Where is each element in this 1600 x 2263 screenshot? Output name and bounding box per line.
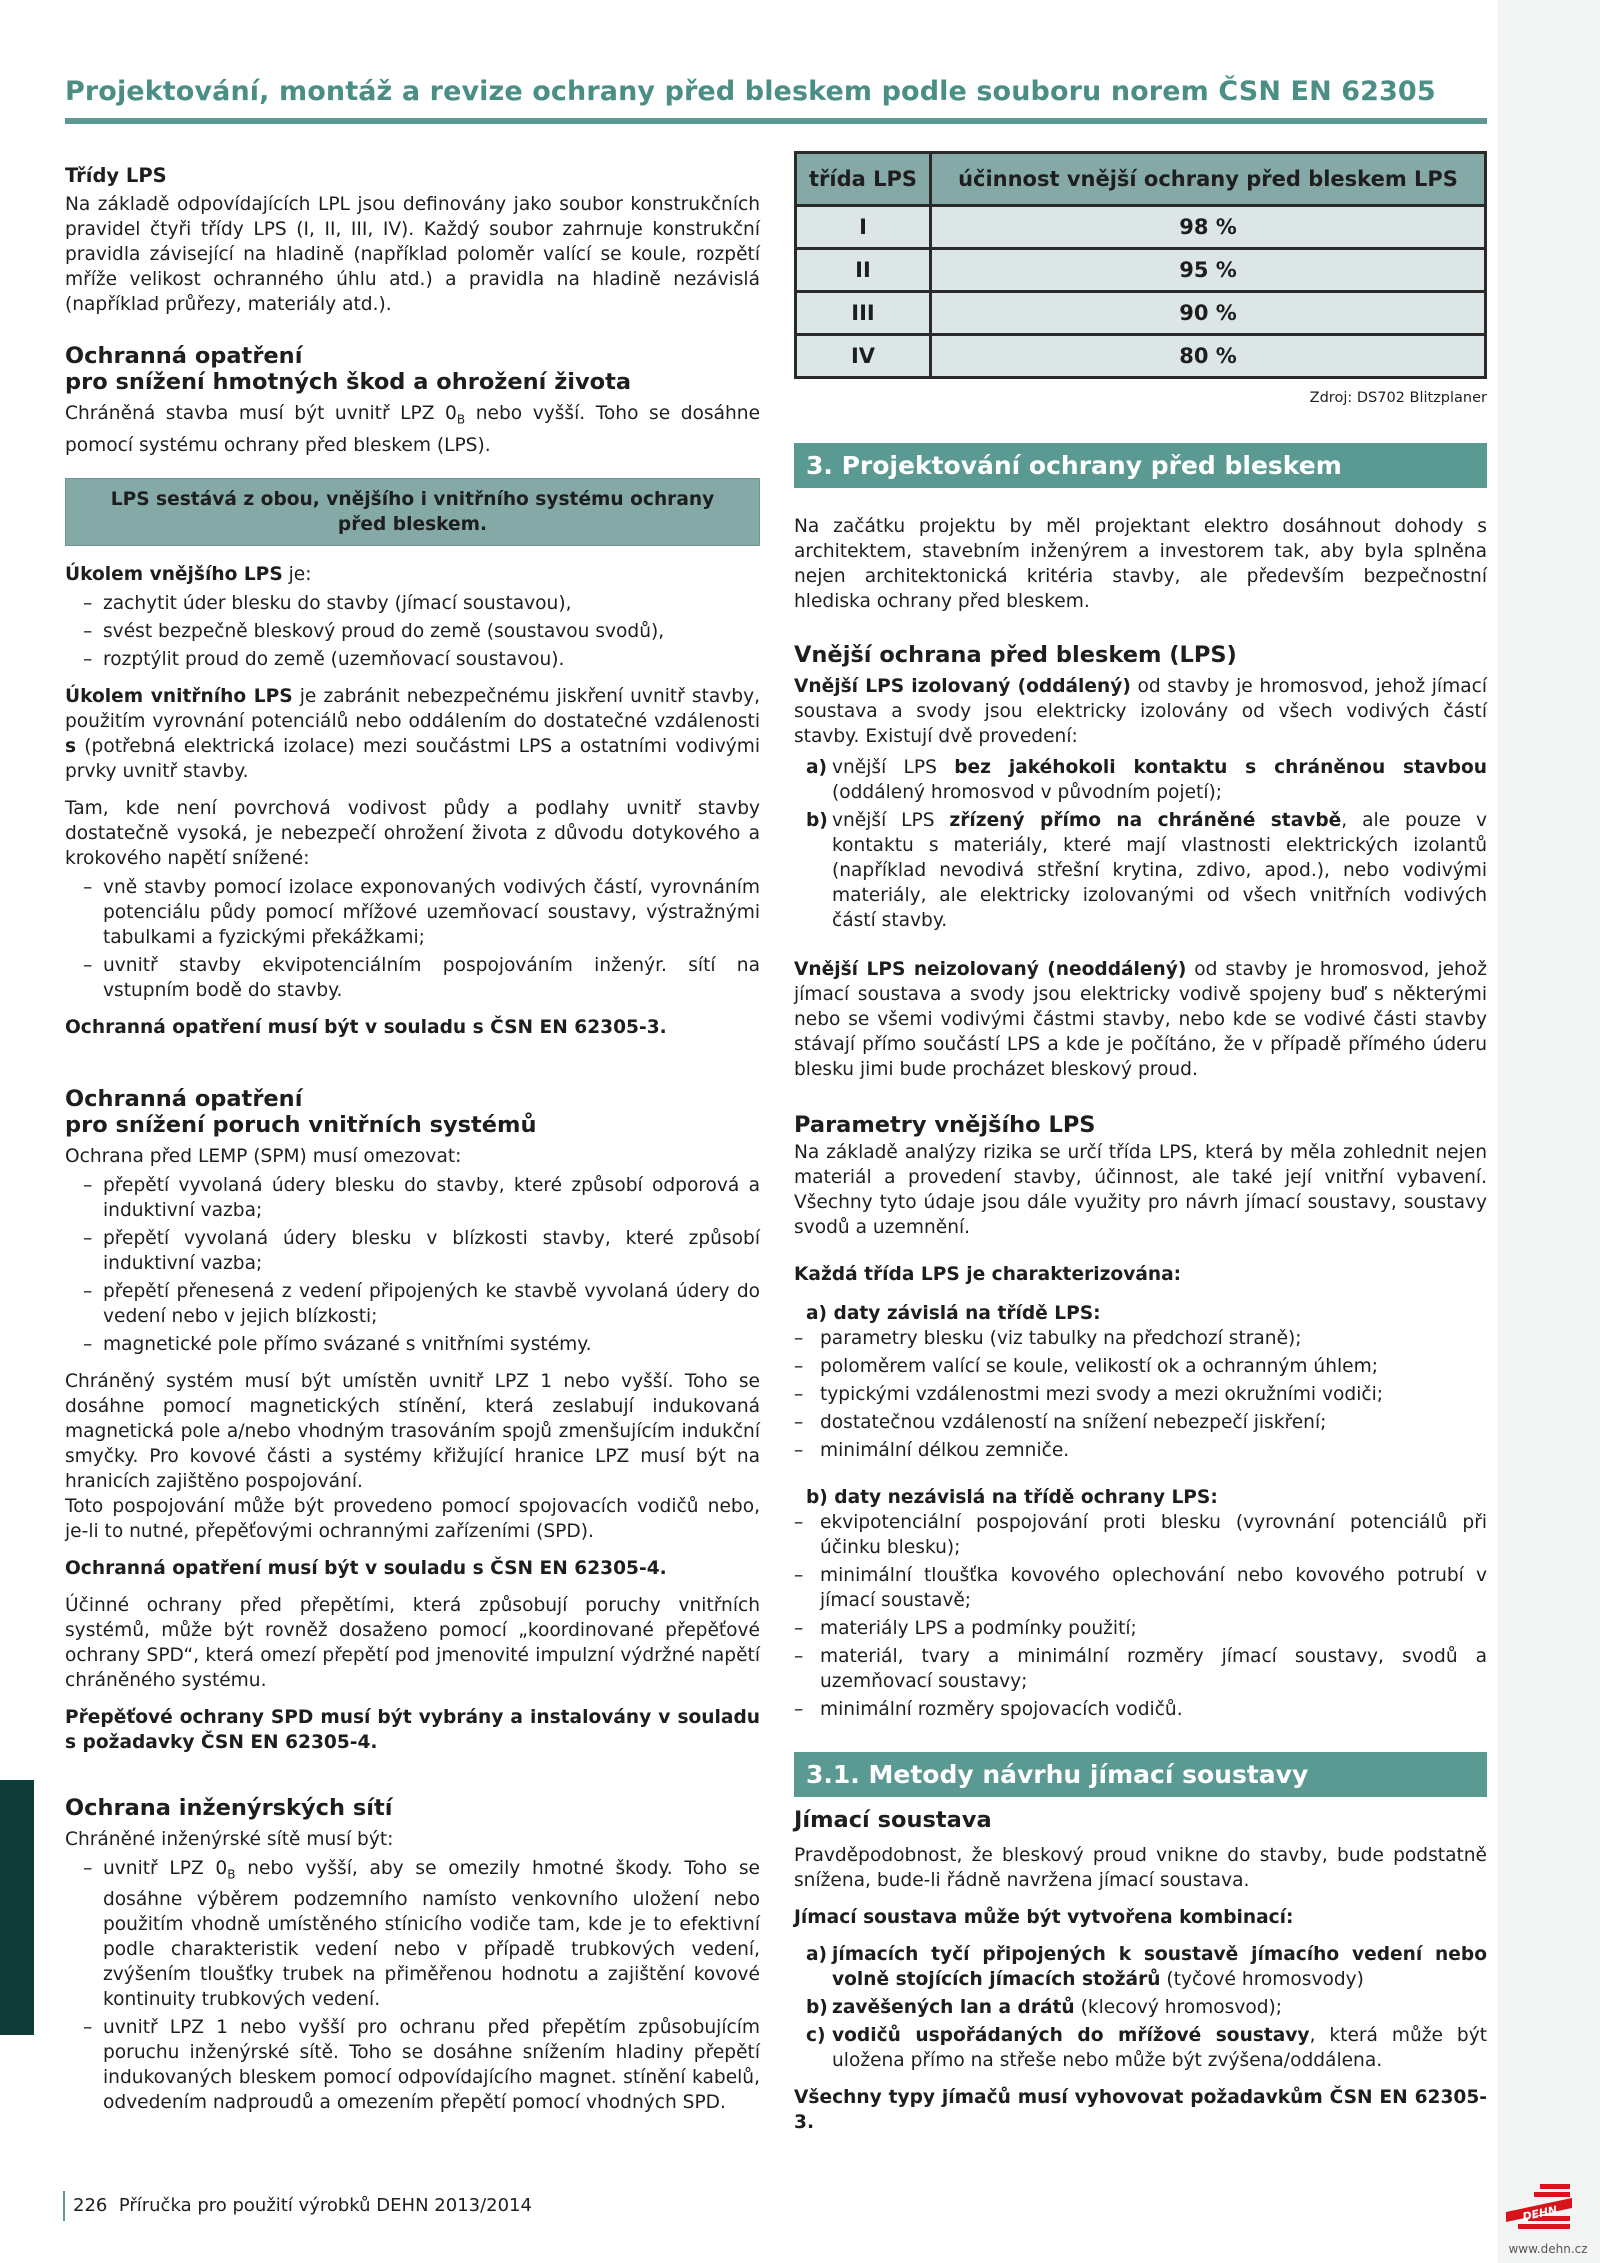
svg-text:DEHN: DEHN — [1521, 2203, 1559, 2224]
ukol-vnitrni-paragraph: Úkolem vnitřního LPS je zabránit nebezpečnému jiskření uvnitř stavby, použitím vyrovnání potenciálů nebo oddálením do dostatečné vzdálenosti s (potřebná elektrická izolace) mezi součástmi LPS a ostatními vodivými prvky uvnitř stavby. — [65, 685, 760, 782]
footer-text: Příručka pro použití výrobků DEHN 2013/2014 — [118, 2195, 532, 2216]
dehn-logo-icon — [1500, 2178, 1578, 2236]
table-row — [796, 249, 1486, 292]
list-item: – přepětí vyvolaná údery blesku v blízkosti stavby, které způsobí induktivní vazba; — [65, 1226, 760, 1276]
list-item: – přepětí přenesená z vedení připojených ke stavbě vyvolaná údery do vedení nebo v jejich blízkosti; — [65, 1279, 760, 1329]
chapter-marker-bar — [0, 1780, 34, 2035]
list-item: a) vnější LPS bez jakéhokoli kontaktu s chráněnou stavbou (oddálený hromosvod v původním pojetí); — [806, 757, 1487, 803]
jimaci-paragraph: Pravděpodobnost, že bleskový proud vnikne do stavby, bude podstatně snížena, bude-li řádně navržena jímací soustava. — [794, 1845, 1487, 1891]
table-cell: I — [796, 206, 931, 249]
table-row — [796, 292, 1486, 335]
page-number: 226 — [73, 2195, 108, 2216]
izolovany-paragraph: Vnější LPS izolovaný (oddálený) od stavby je hromosvod, jehož jímací soustava a svody jsou elektricky izolovány od všech vodivých částí stavby. Existují dvě provedení: — [794, 676, 1487, 747]
list-item: – vně stavby pomocí izolace exponovaných vodivých částí, vyrovnáním potenciálu půdy pomocí mřížové uzemňovací soustavy, výstražnými tabulkami a fyzickými překážkami; — [65, 875, 760, 950]
list-item: b) zavěšených lan a drátů (klecový hromosvod); — [806, 1997, 1283, 2018]
list-item: – uvnitř stavby ekvipotenciálním pospojováním inženýr. sítí na vstupním bodě do stavby. — [65, 953, 760, 1003]
list-item: – ekvipotenciální pospojování proti blesku (vyrovnání potenciálů při účinku blesku); — [794, 1510, 1487, 1560]
pospojovani-paragraph: Toto pospojování může být provedeno pomocí spojovacích vodičů nebo, je-li to nutné, přepěťovými ochrannými zařízeními (SPD). — [65, 1495, 760, 1542]
kombinaci-note: Jímací soustava může být vytvořena kombinací: — [794, 1907, 1294, 1928]
section-3-bar: 3. Projektování ochrany před bleskem — [794, 443, 1487, 488]
list-item: – svést bezpečně bleskový proud do země (soustavou svodů), — [65, 619, 760, 644]
poruch-heading — [65, 1086, 760, 1138]
table-cell: 80 % — [931, 335, 1486, 378]
vnejsi-heading: Vnější ochrana před bleskem (LPS) — [794, 642, 1237, 668]
spd-note: Přepěťové ochrany SPD musí být vybrány a instalovány v souladu s požadavky ČSN EN 62305-4. — [65, 1706, 760, 1753]
side-strip — [1497, 0, 1600, 2263]
table-cell: 95 % — [931, 249, 1486, 292]
list-item: – materiál, tvary a minimální rozměry jímací soustavy, svodů a uzemňovací soustavy; — [794, 1644, 1487, 1694]
table-cell: IV — [796, 335, 931, 378]
list-item: – poloměrem valící se koule, velikostí ok a ochranným úhlem; — [794, 1354, 1487, 1379]
param-heading: Parametry vnějšího LPS — [794, 1112, 1096, 1138]
lemp-intro: Ochrana před LEMP (SPM) musí omezovat: — [65, 1145, 462, 1167]
lemp-list — [65, 1173, 760, 1357]
list-item: – parametry blesku (viz tabulky na předchozí straně); — [794, 1326, 1487, 1351]
table-row — [796, 335, 1486, 378]
site-heading: Ochrana inženýrských sítí — [65, 1794, 393, 1821]
list-item: – minimální délkou zemniče. — [794, 1438, 1487, 1463]
kazda-note: Každá třída LPS je charakterizována: — [794, 1264, 1182, 1285]
tam-paragraph: Tam, kde není povrchová vodivost půdy a podlahy uvnitř stavby dostatečně vysoká, je nebezpečí ohrožení života z důvodu dotykového a krokového napětí snížené: — [65, 797, 760, 869]
param-paragraph: Na základě analýzy rizika se určí třída LPS, která by měla zohlednit nejen materiál a provedení stavby, účinnost, ale také její vnitřní vybavení. Všechny tyto údaje jsou dále využity pro návrh jímací soustavy, soustavy svodů a uzemnění. — [794, 1142, 1487, 1238]
tam-list — [65, 875, 760, 1003]
footer-url: www.dehn.cz — [1508, 2242, 1588, 2256]
table-cell: II — [796, 249, 931, 292]
chraneny-system-paragraph: Chráněný systém musí být umístěn uvnitř LPZ 1 nebo vyšší. Toho se dosáhne pomocí magnetických stínění, která zeslabují indukovaná magnetická pole a/nebo vhodným trasováním spojů zmenšujícím indukční smyčky. Pro kovové části a systémy křižující hranice LPZ musí být na hranicích zajištěno pospojování. — [65, 1370, 760, 1492]
right-column — [794, 151, 1487, 2147]
ucinne-paragraph: Účinné ochrany před přepětími, která způsobují poruchy vnitřních systémů, může být rovněž dosaženo pomocí „koordinované přepěťové ochrany SPD“, která omezí přepětí pod jmenovité impulzní výdržné napětí chráněného systému. — [65, 1594, 760, 1691]
hmotne-heading — [65, 343, 760, 395]
section-3-1-bar: 3.1. Metody návrhu jímací soustavy — [794, 1752, 1487, 1797]
list-item: a) jímacích tyčí připojených k soustavě jímacího vedení nebo volně stojících jímacích stožárů (tyčové hromosvody) — [806, 1944, 1487, 1990]
table-row — [796, 206, 1486, 249]
list-item: – materiály LPS a podmínky použití; — [794, 1616, 1487, 1641]
table-cell: 98 % — [931, 206, 1486, 249]
footer-bar — [63, 2191, 65, 2221]
site-intro: Chráněné inženýrské sítě musí být: — [65, 1828, 394, 1850]
table-cell: III — [796, 292, 931, 335]
table-header-row — [796, 153, 1486, 206]
kombinace-list — [794, 1942, 1487, 2073]
table-header-cell: třída LPS — [796, 153, 931, 206]
lps-callout: LPS sestává z obou, vnějšího i vnitřního systému ochrany před bleskem. — [65, 478, 760, 546]
page-footer — [63, 2191, 532, 2221]
table-cell: 90 % — [931, 292, 1486, 335]
poruch-heading-line1: Ochranná opatření — [65, 1085, 303, 1112]
a-list — [794, 1326, 1487, 1463]
tridy-paragraph: Na základě odpovídajících LPL jsou definovány jako soubor konstrukčních pravidel čtyři třídy LPS (I, II, III, IV). Každý soubor zahrnuje konstrukční pravidla závisející na hladině (například poloměr valící se koule, rozpětí mříže velikost ochranného úhlu atd.) a pravidla na hladině nezávislá (například průřezy, materiály atd.). — [65, 194, 760, 315]
list-item: – minimální rozměry spojovacích vodičů. — [794, 1697, 1487, 1722]
soulad3-note: Ochranná opatření musí být v souladu s ČSN EN 62305-3. — [65, 1016, 667, 1038]
list-item: – magnetické pole přímo svázané s vnitřními systémy. — [65, 1332, 760, 1357]
hmotne-heading-line2: pro snížení hmotných škod a ohrožení života — [65, 369, 632, 395]
neizolovany-paragraph: Vnější LPS neizolovaný (neoddálený) od stavby je hromosvod, jehož jímací soustava a svody jsou elektricky vodivě spojeny buď s některými nebo se všemi vodivými částmi stavby, nebo kde se vodivé části stavby stávají přímo součástí LPS a kde je počítáno, že v případě přímého úderu blesku jimi bude procházet bleskový proud. — [794, 959, 1487, 1080]
soulad4-note: Ochranná opatření musí být v souladu s ČSN EN 62305-4. — [65, 1557, 667, 1579]
a-title: a) daty závislá na třídě LPS: — [806, 1303, 1101, 1324]
page-title: Projektování, montáž a revize ochrany před bleskem podle souboru norem ČSN EN 62305 — [65, 76, 1436, 107]
b-title: b) daty nezávislá na třídě ochrany LPS: — [806, 1487, 1218, 1508]
list-item: – zachytit úder blesku do stavby (jímací soustavou), — [65, 591, 760, 616]
table-source: Zdroj: DS702 Blitzplaner — [1309, 390, 1487, 406]
list-item: – dostatečnou vzdáleností na snížení nebezpečí jiskření; — [794, 1410, 1487, 1435]
page-header — [65, 76, 1487, 124]
final-note: Všechny typy jímačů musí vyhovovat požadavkům ČSN EN 62305-3. — [794, 2087, 1487, 2133]
header-rule — [65, 118, 1487, 124]
list-item: – přepětí vyvolaná údery blesku do stavby, které způsobí odporová a induktivní vazba; — [65, 1173, 760, 1223]
left-column — [65, 163, 760, 2127]
ukol-vnejsi-intro: Úkolem vnějšího LPS je: — [65, 563, 312, 585]
list-item: – typickými vzdálenostmi mezi svody a mezi okružními vodiči; — [794, 1382, 1487, 1407]
tridy-heading: Třídy LPS — [65, 164, 167, 187]
sec3-paragraph: Na začátku projektu by měl projektant elektro dosáhnout dohody s architektem, stavebním inženýrem a investorem tak, aby byla splněna nejen architektonická kritéria stavby, ale především bezpečnostní hlediska ochrany před bleskem. — [794, 516, 1487, 612]
provedeni-list — [794, 755, 1487, 933]
lps-efficiency-table — [794, 151, 1487, 379]
list-item: c) vodičů uspořádaných do mřížové soustavy, která může být uložena přímo na střeše nebo může být zvýšena/oddálena. — [806, 2025, 1488, 2071]
list-item: – minimální tloušťka kovového oplechování nebo kovového potrubí v jímací soustavě; — [794, 1563, 1487, 1613]
jimaci-heading: Jímací soustava — [794, 1807, 992, 1833]
table-header-cell: účinnost vnější ochrany před bleskem LPS — [931, 153, 1486, 206]
hmotne-heading-line1: Ochranná opatření — [65, 343, 303, 369]
list-item: b) vnější LPS zřízený přímo na chráněné stavbě, ale pouze v kontaktu s materiály, které mají vlastnosti elektrických izolantů (například nevodivá střešní krytina, zdivo, apod.), nebo vodivými materiály, ale elektricky izolovanými od všech vnitřních vodivých částí stavby. — [806, 810, 1487, 931]
list-item: – uvnitř LPZ 1 nebo vyšší pro ochranu před přepětím způsobujícím poruchu inženýrské sítě. Toho se dosáhne snížením hladiny přepětí indukovaných bleskem pomocí odpovídajícího magnet. stínění kabelů, odvedením nadproudů a omezením přepětí pomocí vhodných SPD. — [65, 2015, 760, 2115]
b-list — [794, 1510, 1487, 1722]
list-item: – uvnitř LPZ $0_B$ nebo vyšší, aby se omezily hmotné škody. Toho se dosáhne výběrem podzemního namísto venkovního uložení nebo použitím vhodně umístěného stínicího vodiče tam, kde je to efektivní podle charakteristik vedení nebo v případě trubkových vedení, zvýšením tloušťky trubek na přiměřenou hodnotu a zajištění kovové kontinuity trubkových vedení. — [65, 1856, 760, 2013]
chranena-paragraph: Chráněná stavba musí být uvnitř LPZ $0_B$ nebo vyšší. Toho se dosáhne pomocí systému ochrany před bleskem (LPS). — [65, 403, 761, 456]
vnejsi-list — [65, 591, 760, 672]
poruch-heading-line2: pro snížení poruch vnitřních systémů — [65, 1111, 537, 1138]
list-item: – rozptýlit proud do země (uzemňovací soustavou). — [65, 647, 760, 672]
site-list — [65, 1856, 760, 2116]
